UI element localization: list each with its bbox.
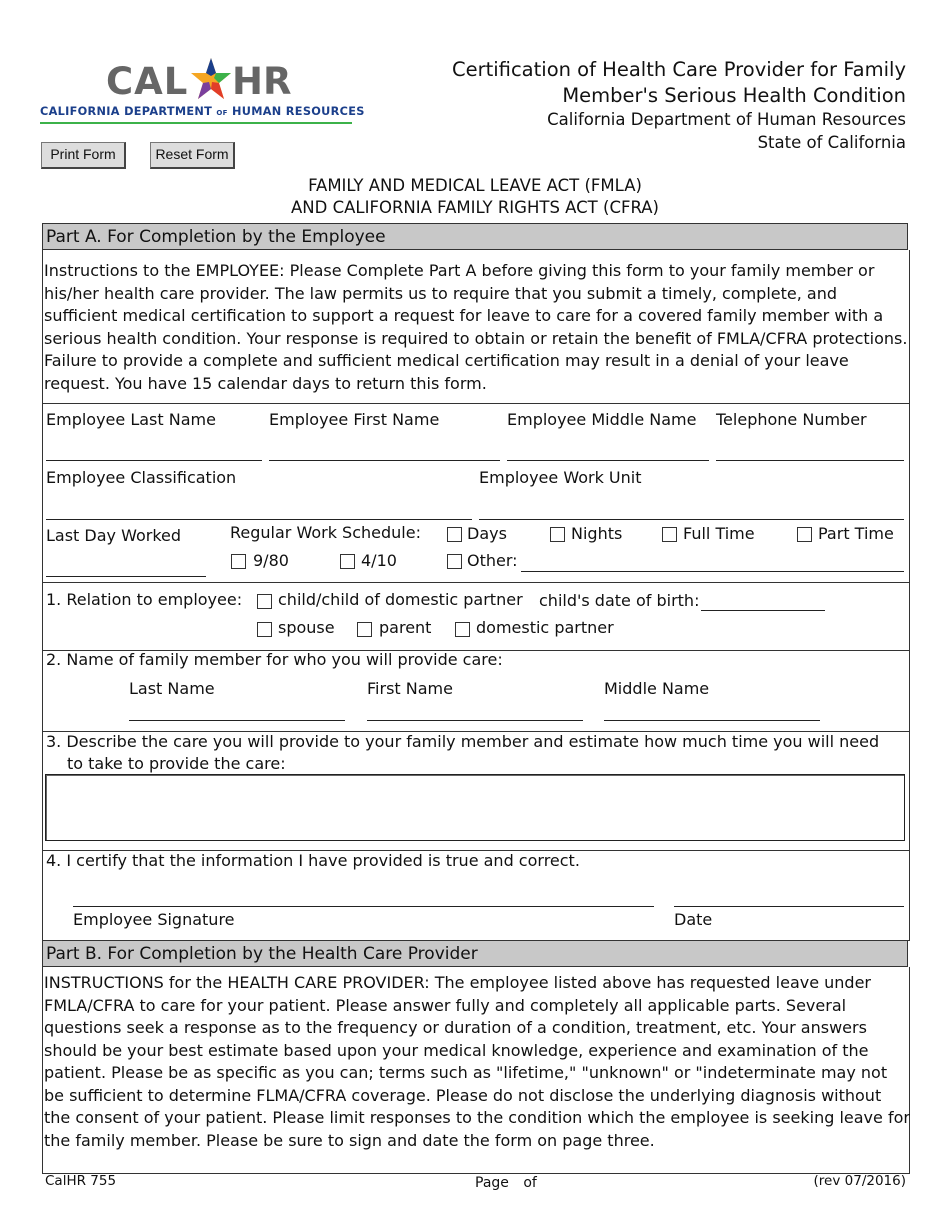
part-b-instructions: INSTRUCTIONS for the HEALTH CARE PROVIDER: The employee listed above has requested leave under FMLA/CFRA to care for your patient. Please answer fully and completely all applicable parts. Several questions seek a response as to the frequency or duration of a condition, treatment, etc. Your answers should be your best estimate based upon your medical knowledge, experience and examination of the patient. Please be as specific as you can; terms such as "lifetime," "unknown" or "indeterminate may not be sufficient to determine FLMA/CFRA coverage. Please do not disclose the underlying diagnosis without the consent of your patient. Please limit responses to the condition which the employee is seeking leave for the family member. Please be sure to sign and date the form on page three. [44, 973, 910, 1150]
reset-form-button[interactable]: Reset Form [150, 142, 235, 169]
employee-first-name-field[interactable] [269, 460, 500, 461]
care-description-label-line2: to take to provide the care: [67, 754, 286, 773]
date-field[interactable] [674, 906, 904, 907]
part-a-instructions: Instructions to the EMPLOYEE: Please Complete Part A before giving this form to your family member or his/her health care provider. The law permits us to require that you submit a timely, complete, and sufficient medical certification to support a request for leave to care for a covered family member with a serious health condition. Your response is required to obtain or retain the benefit of FMLA/CFRA protections. Failure to provide a complete and sufficient medical certification may result in a denial of your leave request. You have 15 calendar days to return this form. [44, 261, 908, 393]
employee-last-name-field[interactable] [46, 460, 262, 461]
logo-hr-text: HR [232, 60, 292, 103]
employee-signature-label: Employee Signature [73, 910, 235, 929]
certification-label: 4. I certify that the information I have provided is true and correct. [46, 851, 580, 870]
other-schedule-label: Other: [467, 551, 518, 570]
revision-date: (rev 07/2016) [813, 1173, 906, 1189]
schedule-980-label: 9/80 [253, 551, 289, 570]
other-schedule-checkbox[interactable] [447, 554, 462, 569]
last-day-worked-field[interactable] [46, 576, 206, 577]
last-day-worked-label: Last Day Worked [46, 526, 182, 545]
domestic-partner-checkbox[interactable] [455, 622, 470, 637]
employee-signature-field[interactable] [73, 906, 654, 907]
date-label: Date [674, 910, 713, 929]
schedule-980-checkbox[interactable] [231, 554, 246, 569]
logo-underline [40, 122, 352, 124]
family-first-name-label: First Name [367, 679, 453, 698]
domestic-partner-label: domestic partner [476, 618, 614, 637]
family-middle-name-field[interactable] [604, 720, 820, 721]
work-unit-label: Employee Work Unit [479, 468, 642, 487]
employee-middle-name-label: Employee Middle Name [507, 410, 697, 429]
days-checkbox[interactable] [447, 527, 462, 542]
work-unit-field[interactable] [479, 519, 904, 520]
employee-last-name-label: Employee Last Name [46, 410, 216, 429]
employee-middle-name-field[interactable] [507, 460, 709, 461]
family-first-name-field[interactable] [367, 720, 583, 721]
logo-subtitle: CALIFORNIA DEPARTMENT OF HUMAN RESOURCES [40, 105, 365, 118]
form-id: CalHR 755 [45, 1173, 117, 1189]
telephone-field[interactable] [716, 460, 904, 461]
calhr-logo [40, 56, 365, 128]
relation-label: 1. Relation to employee: [46, 590, 243, 609]
family-last-name-field[interactable] [129, 720, 345, 721]
part-time-label: Part Time [818, 524, 894, 543]
nights-label: Nights [571, 524, 623, 543]
page-number: Page of [475, 1175, 537, 1191]
classification-field[interactable] [46, 519, 472, 520]
care-description-textarea[interactable] [45, 774, 905, 841]
act-title-line2: AND CALIFORNIA FAMILY RIGHTS ACT (CFRA) [291, 198, 659, 217]
schedule-410-checkbox[interactable] [340, 554, 355, 569]
full-time-checkbox[interactable] [662, 527, 677, 542]
part-a-header: Part A. For Completion by the Employee [42, 223, 908, 250]
employee-first-name-label: Employee First Name [269, 410, 440, 429]
parent-label: parent [379, 618, 432, 637]
days-label: Days [467, 524, 507, 543]
child-dob-label: child's date of birth: [539, 591, 700, 610]
family-last-name-label: Last Name [129, 679, 215, 698]
department-name: California Department of Human Resources [547, 110, 906, 129]
print-form-button[interactable]: Print Form [41, 142, 126, 169]
work-schedule-label: Regular Work Schedule: [230, 523, 421, 542]
spouse-label: spouse [278, 618, 335, 637]
classification-label: Employee Classification [46, 468, 237, 487]
act-title-line1: FAMILY AND MEDICAL LEAVE ACT (FMLA) [308, 176, 642, 195]
state-name: State of California [757, 133, 906, 152]
family-middle-name-label: Middle Name [604, 679, 710, 698]
star-icon [190, 56, 232, 102]
form-title-line1: Certification of Health Care Provider for Family [451, 58, 906, 81]
part-b-header: Part B. For Completion by the Health Care Provider [42, 940, 908, 967]
logo-cal-text: CAL [106, 60, 189, 103]
child-checkbox[interactable] [257, 594, 272, 609]
other-schedule-field[interactable] [521, 571, 904, 572]
form-title-line2: Member's Serious Health Condition [562, 84, 906, 107]
telephone-label: Telephone Number [716, 410, 867, 429]
parent-checkbox[interactable] [357, 622, 372, 637]
child-dob-field[interactable] [701, 610, 825, 611]
spouse-checkbox[interactable] [257, 622, 272, 637]
nights-checkbox[interactable] [550, 527, 565, 542]
child-label: child/child of domestic partner [278, 590, 523, 609]
full-time-label: Full Time [683, 524, 755, 543]
part-time-checkbox[interactable] [797, 527, 812, 542]
family-member-label: 2. Name of family member for who you will provide care: [46, 650, 503, 669]
care-description-label-line1: 3. Describe the care you will provide to your family member and estimate how much time you will need [46, 732, 880, 751]
schedule-410-label: 4/10 [361, 551, 397, 570]
